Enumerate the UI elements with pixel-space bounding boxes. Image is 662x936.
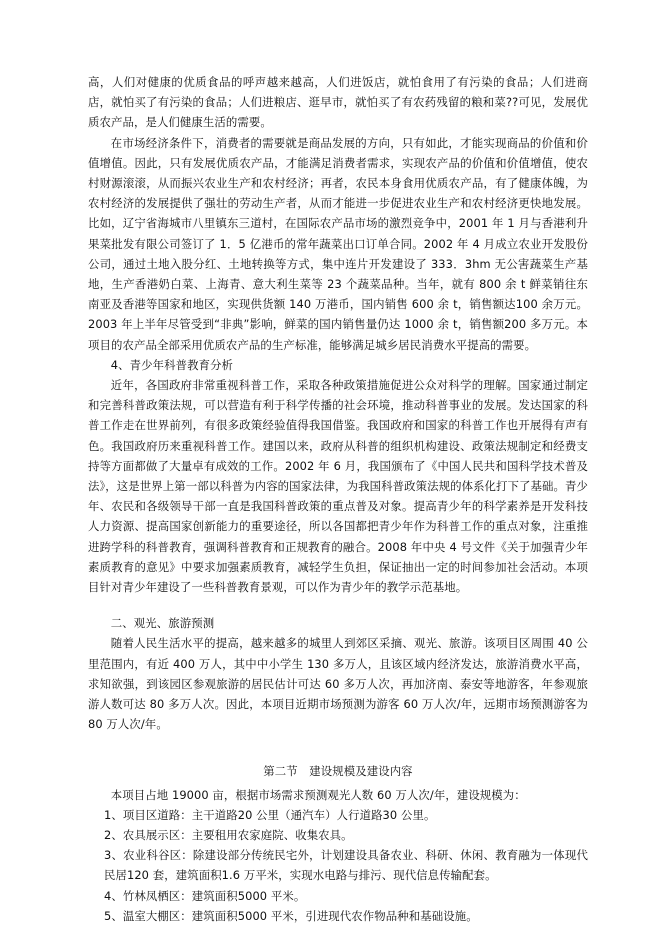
list-item-valley-area: 3、农业科谷区：除建设部分传统民宅外，计划建设具备农业、科研、休闲、教育融为一体现代民居120 套，建筑面积1.6 万平米，实现水电路与排污、现代信息传输配套。 [104,848,588,883]
list-item-bamboo-area: 4、竹林凤栖区：建筑面积5000 平米。 [104,888,306,903]
spacer [88,597,588,613]
paragraph-scale: 本项目占地 19000 亩，根据市场需求预测观光人数 60 万人次/年，建设规模为： [110,787,526,802]
list-item-roads: 1、项目区道路：主干道路20 公里（通汽车）人行道路30 公里。 [104,807,436,822]
section-title: 第二节 建设规模及建设内容 [263,763,413,778]
paragraph-market-economy: 在市场经济条件下，消费者的需要就是商品发展的方向，只有如此，才能实现商品的价值和价值增值。因此，只有发展优质农产品，才能满足消费者需求，实现农产品的价值和价值增值，使农村财源滚滚，从而振兴农业生产和农村经济；再者，农民本身食用优质农产品，有了健康体魄，为农村经济的发展提供了强壮的劳动生产者，从而才能进一步促进农业生产和农村经济更快地发展。比如，辽宁省海城市八里镇东三道村，在国际农产品市场的激烈竞争中，2001 年 1 月与香港利升果菜批发有限公司签订了 1．5 亿港币的常年蔬菜出口订单合同。2002 年 4 月成立农业开发股份公司，通过土地入股分红、土地转换等方式，集中连片开发建设了 333．3hm 无公害蔬菜生产基地，生产香港奶白菜、上海青、意大利生菜等 23 个蔬菜品种。当年，就有 800 余 t 鲜菜销往东南亚及香港等国家和地区，实现供货额 140 万港币，国内销售 600 余 t，销售额达100 余万元。2003 年上半年尽管受到“非典”影响，鲜菜的国内销售量仍达 1000 余 t，销售额200 多万元。本项目的农产品全部采用优质农产品的生产标准，能够满足城乡居民消费水平提高的需要。 [88,135,588,352]
heading-tourism-forecast: 二、观光、旅游预测 [110,616,215,631]
list-item-tools-area: 2、农具展示区：主要租用农家庭院、收集农具。 [104,827,353,842]
document-page [88,72,588,926]
list-item-greenhouse-area: 5、温室大棚区：建筑面积5000 平米，引进现代农作物品种和基础设施。 [104,908,478,923]
heading-youth-science-education: 4、青少年科普教育分析 [110,357,234,372]
paragraph-science-popularization: 近年，各国政府非常重视科普工作，采取各种政策措施促进公众对科学的理解。国家通过制定和完善科普政策法规，可以营造有利于科学传播的社会环境，推动科普事业的发展。发达国家的科普工作走在世界前列，有很多政策经验值得我国借鉴。我国政府和国家的科普工作也开展得有声有色。我国政府历来重视科普工作。建国以来，政府从科普的组织机构建设、政策法规制定和经费支持等方面都做了大量卓有成效的工作。2002 年 6 月，我国颁布了《中国人民共和国科学技术普及法》，这是世界上第一部以科普为内容的国家法律，为我国科普政策法规的体系化打下了基础。青少年、农民和各级领导干部一直是我国科普政策的重点普及对象。提高青少年的科学素养是开发科技人力资源、提高国家创新能力的重要途径，所以各国都把青少年作为科普工作的重点对象，注重推进跨学科的科普教育，强调科普教育和正规教育的融合。2008 年中央 4 号文件《关于加强青少年素质教育的意见》中要求加强素质教育，减轻学生负担，保证抽出一定的时间参加社会活动。本项目针对青少年建设了一些科普教育景观，可以作为青少年的教学示范基地。 [88,378,588,595]
spacer [88,735,588,761]
paragraph-tourism: 随着人民生活水平的提高，越来越多的城里人到郊区采摘、观光、旅游。该项目区周围 40 公里范围内，有近 400 万人，其中中小学生 130 多万人，且该区域内经济发达，旅游消费水平高，求知欲强，到该园区参观旅游的居民估计可达 60 多万人次，再加济南、泰安等地游客，年参观旅游人数可达 80 多万人次。因此，本项目近期市场预测为游客 60 万人次/年，远期市场预测游客为 80 万人次/年。 [88,636,588,732]
paragraph-intro: 高，人们对健康的优质食品的呼声越来越高，人们进饭店，就怕食用了有污染的食品；人们进商店，就怕买了有污染的食品；人们进粮店、逛早市，就怕买了有农药残留的粮和菜??可见，发展优质农产品，是人们健康生活的需要。 [88,75,588,130]
